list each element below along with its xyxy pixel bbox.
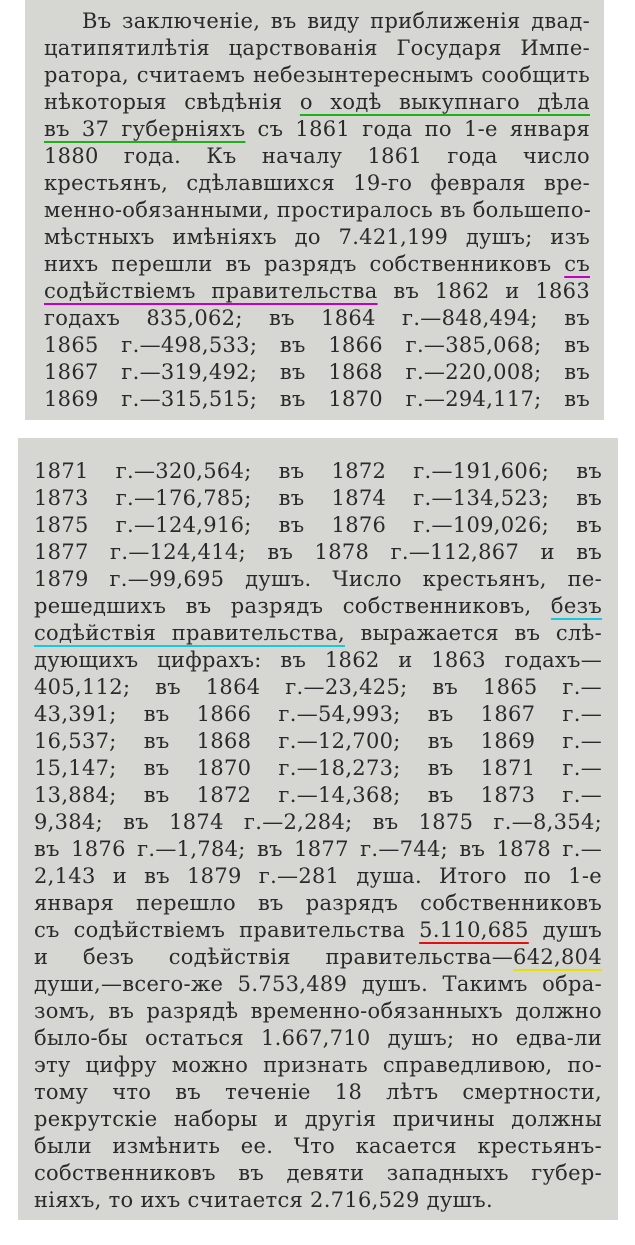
text-line: [34, 917, 602, 944]
text-line: собственниковъ въ девяти западныхъ губер-: [34, 1161, 602, 1185]
highlight-magenta: съ: [564, 252, 590, 276]
text-line: цатипятилѣтія царствованія Государя Импе-: [44, 36, 590, 60]
text-line: 13,884; въ 1872 г.—14,368; въ 1873 г.—: [34, 783, 602, 807]
text-line: менно-обязанными, простиралось въ большепо-: [44, 198, 592, 222]
text-line: 1877 г.—124,414; въ 1878 г.—112,867 и въ: [34, 540, 602, 564]
text-segment: душъ: [528, 918, 602, 942]
text-line: ратора, считаемъ небезынтереснымъ сообщить: [44, 63, 590, 87]
text-clipping-top: [25, 0, 604, 420]
text-line: годахъ 835,062; въ 1864 г.—848,494; въ: [44, 306, 590, 330]
text-line: мѣстныхъ имѣніяхъ до 7.421,199 душъ; изъ: [44, 225, 590, 249]
text-line: 1867 г.—319,492; въ 1868 г.—220,008; въ: [44, 360, 590, 384]
text-line: 1869 г.—315,515; въ 1870 г.—294,117; въ: [44, 387, 590, 411]
text-line: [44, 116, 590, 143]
text-segment: въ 1862 и 1863: [377, 279, 590, 303]
text-line: 1875 г.—124,916; въ 1876 г.—109,026; въ: [34, 513, 602, 537]
text-segment: съ 1861 года по 1-е января: [245, 117, 590, 141]
text-line: ніяхъ, то ихъ считается 2.716,529 душъ.: [34, 1188, 493, 1212]
text-clipping-bottom: [18, 438, 618, 1220]
highlight-red: 5.110,685: [419, 918, 529, 942]
text-line: 1880 года. Къ началу 1861 года число: [44, 144, 590, 168]
highlight-cyan: безъ: [550, 594, 602, 618]
text-segment: нѣкоторыя свѣдѣнія: [44, 90, 300, 114]
text-segment: съ содѣйствіемъ правительства: [34, 918, 420, 942]
text-line: 1873 г.—176,785; въ 1874 г.—134,523; въ: [34, 486, 602, 510]
text-line: 43,391; въ 1866 г.—54,993; въ 1867 г.—: [34, 702, 602, 726]
text-line: 405,112; въ 1864 г.—23,425; въ 1865 г.—: [34, 675, 602, 699]
text-line: 1871 г.—320,564; въ 1872 г.—191,606; въ: [34, 459, 602, 483]
text-line: 15,147; въ 1870 г.—18,273; въ 1871 г.—: [34, 756, 602, 780]
text-line: Въ заключеніе, въ виду приближенія двад-: [82, 9, 590, 33]
text-line: тому что въ теченіе 18 лѣтъ смертности,: [34, 1080, 602, 1104]
highlight-green: въ 37 губерніяхъ: [44, 117, 246, 141]
text-line: 1879 г.—99,695 душъ. Число крестьянъ, пе-: [34, 567, 602, 591]
text-line: [44, 251, 590, 278]
text-line: [34, 593, 602, 620]
text-segment: выражается въ слѣ-: [344, 621, 602, 645]
text-line: было-бы остаться 1.667,710 душъ; но едва-ли: [34, 1026, 602, 1050]
text-line: [34, 620, 602, 647]
text-line: рекрутскіе наборы и другія причины должны: [34, 1107, 602, 1131]
text-line: 2,143 и въ 1879 г.—281 душа. Итого по 1-е: [34, 864, 602, 888]
text-line: крестьянъ, сдѣлавшихся 19-го февраля вре-: [44, 171, 590, 195]
text-segment: решедшихъ въ разрядъ собственниковъ,: [34, 594, 551, 618]
text-segment: нихъ перешли въ разрядъ собственниковъ: [44, 252, 565, 276]
highlight-yellow: 642,804: [513, 945, 602, 969]
text-segment: и безъ содѣйствія правительства—: [34, 945, 514, 969]
highlight-magenta: содѣйствіемъ правительства: [44, 279, 378, 303]
highlight-cyan: содѣйствія правительства,: [34, 621, 345, 645]
text-line: января перешло въ разрядъ собственниковъ: [34, 891, 602, 915]
text-line: [34, 944, 602, 971]
text-line: въ 1876 г.—1,784; въ 1877 г.—744; въ 1878 г.—: [34, 837, 602, 861]
text-line: эту цифру можно признать справедливою, по-: [34, 1053, 602, 1077]
text-line: зомъ, въ разрядѣ временно-обязанныхъ должно: [34, 999, 602, 1023]
text-line: [44, 278, 590, 305]
text-line: 1865 г.—498,533; въ 1866 г.—385,068; въ: [44, 333, 590, 357]
text-line: были измѣнить ее. Что касается крестьянъ-: [34, 1134, 602, 1158]
text-line: 9,384; въ 1874 г.—2,284; въ 1875 г.—8,354;: [34, 810, 602, 834]
text-line: 16,537; въ 1868 г.—12,700; въ 1869 г.—: [34, 729, 602, 753]
text-line: дующихъ цифрахъ: въ 1862 и 1863 годахъ—: [34, 648, 602, 672]
text-line: души,—всего-же 5.753,489 душъ. Такимъ обра-: [34, 972, 602, 996]
highlight-green: о ходѣ выкупнаго дѣла: [299, 90, 590, 114]
text-line: [44, 89, 590, 116]
